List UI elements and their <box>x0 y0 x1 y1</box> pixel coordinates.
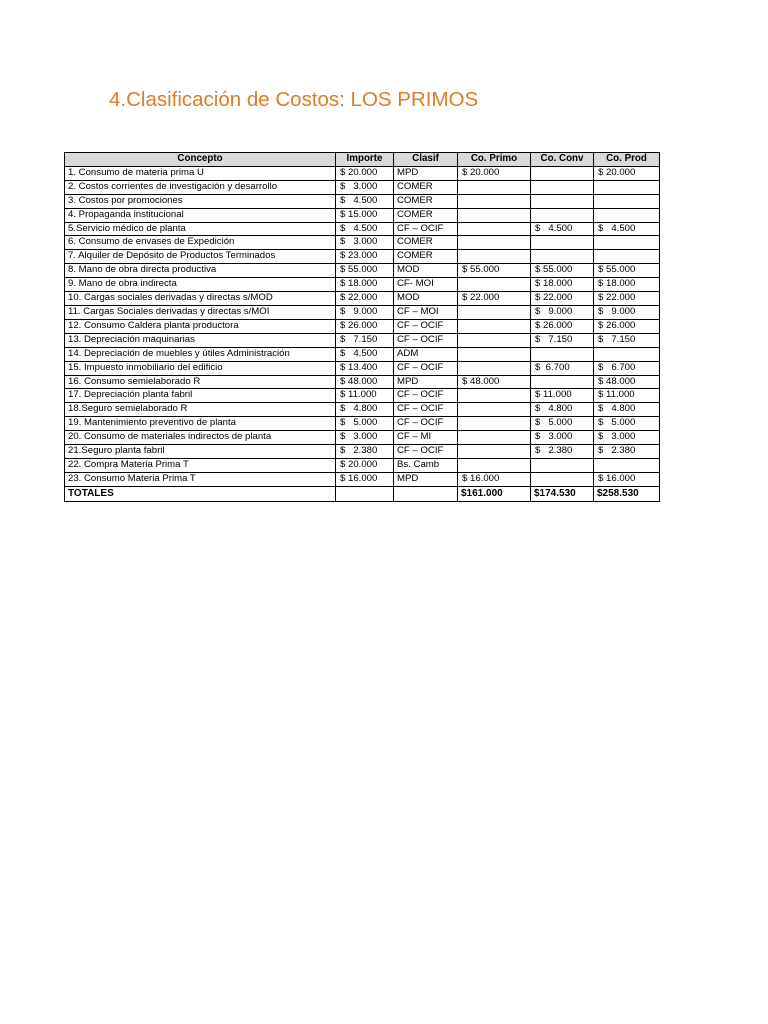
cell-co-prod: $ 11.000 <box>594 389 660 403</box>
cell-co-conv: $ 11.000 <box>531 389 594 403</box>
table-body <box>65 166 660 501</box>
cell-co-primo <box>458 278 531 292</box>
cell-co-primo <box>458 403 531 417</box>
total-co-prod: $258.530 <box>594 486 660 501</box>
cell-importe: $ 22.000 <box>336 292 394 306</box>
cell-concepto: 8. Mano de obra directa productiva <box>65 264 336 278</box>
cell-clasif: MOD <box>394 264 458 278</box>
cell-co-conv <box>531 250 594 264</box>
cell-co-prod <box>594 250 660 264</box>
header-co-conv: Co. Conv <box>531 153 594 167</box>
total-importe <box>336 486 394 501</box>
cell-clasif: CF- MOI <box>394 278 458 292</box>
cell-clasif: CF – OCIF <box>394 417 458 431</box>
cell-co-conv <box>531 208 594 222</box>
cell-concepto: 7. Alquiler de Depósito de Productos Terminados <box>65 250 336 264</box>
cell-co-prod: $ 9.000 <box>594 305 660 319</box>
cell-clasif: COMER <box>394 180 458 194</box>
cell-co-primo <box>458 236 531 250</box>
table-row <box>65 431 660 445</box>
cell-co-conv: $ 22.000 <box>531 292 594 306</box>
table-row <box>65 250 660 264</box>
cell-clasif: MPD <box>394 472 458 486</box>
cell-concepto: 20. Consumo de materiales indirectos de planta <box>65 431 336 445</box>
cell-co-conv <box>531 180 594 194</box>
cell-co-primo <box>458 431 531 445</box>
cell-co-prod <box>594 458 660 472</box>
table-row <box>65 319 660 333</box>
header-clasif: Clasif <box>394 153 458 167</box>
table-row <box>65 389 660 403</box>
total-co-primo: $161.000 <box>458 486 531 501</box>
cell-clasif: MPD <box>394 166 458 180</box>
table-row <box>65 445 660 459</box>
cell-concepto: 12. Consumo Caldera planta productora <box>65 319 336 333</box>
cell-importe: $ 20.000 <box>336 166 394 180</box>
table-row <box>65 278 660 292</box>
cell-concepto: 1. Consumo de materia prima U <box>65 166 336 180</box>
cell-concepto: 19. Mantenimiento preventivo de planta <box>65 417 336 431</box>
total-concepto: TOTALES <box>65 486 336 501</box>
table-row <box>65 208 660 222</box>
cell-co-primo <box>458 361 531 375</box>
cell-co-prod <box>594 347 660 361</box>
cell-co-prod <box>594 180 660 194</box>
cell-co-prod: $ 18.000 <box>594 278 660 292</box>
cell-co-primo: $ 48.000 <box>458 375 531 389</box>
cell-co-primo <box>458 305 531 319</box>
cell-co-conv: $ 4.500 <box>531 222 594 236</box>
table-row <box>65 305 660 319</box>
cell-importe: $ 48.000 <box>336 375 394 389</box>
table-row <box>65 180 660 194</box>
cell-importe: $ 9.000 <box>336 305 394 319</box>
cell-co-prod: $ 4.800 <box>594 403 660 417</box>
cell-clasif: CF – OCIF <box>394 333 458 347</box>
cell-concepto: 3. Costos por promociones <box>65 194 336 208</box>
cell-co-conv: $ 18.000 <box>531 278 594 292</box>
table-row <box>65 403 660 417</box>
cell-importe: $ 4.800 <box>336 403 394 417</box>
cell-co-conv: $ 5.000 <box>531 417 594 431</box>
cell-importe: $ 23.000 <box>336 250 394 264</box>
cell-concepto: 14. Depreciación de muebles y útiles Administración <box>65 347 336 361</box>
cell-co-conv <box>531 472 594 486</box>
totals-row <box>65 486 660 501</box>
table-header-row <box>65 153 660 167</box>
cell-clasif: ADM <box>394 347 458 361</box>
header-importe: Importe <box>336 153 394 167</box>
cell-co-conv: $ 55.000 <box>531 264 594 278</box>
header-co-prod: Co. Prod <box>594 153 660 167</box>
cell-importe: $ 7.150 <box>336 333 394 347</box>
cell-clasif: MPD <box>394 375 458 389</box>
table-row <box>65 222 660 236</box>
cell-co-prod <box>594 208 660 222</box>
cell-co-prod: $ 22.000 <box>594 292 660 306</box>
cell-clasif: CF – OCIF <box>394 403 458 417</box>
cell-clasif: CF – OCIF <box>394 319 458 333</box>
cell-co-conv: $ 7.150 <box>531 333 594 347</box>
cell-co-primo <box>458 389 531 403</box>
cell-importe: $ 3.000 <box>336 180 394 194</box>
cell-co-primo <box>458 445 531 459</box>
cell-co-primo <box>458 250 531 264</box>
cell-importe: $ 4.500 <box>336 222 394 236</box>
cell-concepto: 15. Impuesto inmobiliario del edificio <box>65 361 336 375</box>
cell-co-prod: $ 7.150 <box>594 333 660 347</box>
cell-clasif: CF – OCIF <box>394 389 458 403</box>
cell-concepto: 21.Seguro planta fabril <box>65 445 336 459</box>
cell-co-conv <box>531 375 594 389</box>
table-row <box>65 333 660 347</box>
cell-co-primo: $ 55.000 <box>458 264 531 278</box>
cell-clasif: COMER <box>394 208 458 222</box>
cell-clasif: CF – OCIF <box>394 222 458 236</box>
cell-clasif: MOD <box>394 292 458 306</box>
cell-importe: $ 3.000 <box>336 236 394 250</box>
cell-co-primo <box>458 417 531 431</box>
cell-concepto: 13. Depreciación maquinarias <box>65 333 336 347</box>
table-row <box>65 347 660 361</box>
cell-co-primo <box>458 222 531 236</box>
cell-importe: $ 55.000 <box>336 264 394 278</box>
cell-co-conv: $ 4.800 <box>531 403 594 417</box>
cell-concepto: 10. Cargas sociales derivadas y directas s/MOD <box>65 292 336 306</box>
cell-co-prod: $ 20.000 <box>594 166 660 180</box>
header-concepto: Concepto <box>65 153 336 167</box>
cell-importe: $ 15.000 <box>336 208 394 222</box>
cell-importe: $ 13.400 <box>336 361 394 375</box>
cell-co-primo: $ 22.000 <box>458 292 531 306</box>
page-title: 4.Clasificación de Costos: LOS PRIMOS <box>109 88 479 111</box>
cell-co-primo <box>458 458 531 472</box>
cell-clasif: CF – MI <box>394 431 458 445</box>
cell-co-prod: $ 2.380 <box>594 445 660 459</box>
cell-co-primo <box>458 180 531 194</box>
cell-concepto: 16. Consumo semielaborado R <box>65 375 336 389</box>
cell-co-prod <box>594 194 660 208</box>
cell-co-conv: $ 26.000 <box>531 319 594 333</box>
cell-co-prod <box>594 236 660 250</box>
table-row <box>65 458 660 472</box>
cell-co-prod: $ 48.000 <box>594 375 660 389</box>
cell-co-primo <box>458 208 531 222</box>
cell-co-primo: $ 16.000 <box>458 472 531 486</box>
cell-importe: $ 4.500 <box>336 347 394 361</box>
cell-co-conv <box>531 166 594 180</box>
cell-importe: $ 26.000 <box>336 319 394 333</box>
table-row <box>65 166 660 180</box>
cell-clasif: COMER <box>394 236 458 250</box>
cell-co-conv: $ 9.000 <box>531 305 594 319</box>
cell-importe: $ 18.000 <box>336 278 394 292</box>
table-row <box>65 236 660 250</box>
cell-clasif: COMER <box>394 194 458 208</box>
cell-co-conv <box>531 347 594 361</box>
cell-co-conv <box>531 194 594 208</box>
cell-co-conv: $ 2.380 <box>531 445 594 459</box>
table-row <box>65 361 660 375</box>
cell-importe: $ 11.000 <box>336 389 394 403</box>
cell-importe: $ 3.000 <box>336 431 394 445</box>
table-row <box>65 264 660 278</box>
cost-classification-table <box>64 152 660 502</box>
cell-importe: $ 2.380 <box>336 445 394 459</box>
cell-co-conv <box>531 236 594 250</box>
cell-importe: $ 4.500 <box>336 194 394 208</box>
cell-concepto: 18.Seguro semielaborado R <box>65 403 336 417</box>
cell-concepto: 4. Propaganda institucional <box>65 208 336 222</box>
table-row <box>65 375 660 389</box>
cell-co-primo <box>458 194 531 208</box>
cell-co-prod: $ 5.000 <box>594 417 660 431</box>
cell-co-conv: $ 6.700 <box>531 361 594 375</box>
cell-co-conv <box>531 458 594 472</box>
header-co-primo: Co. Primo <box>458 153 531 167</box>
total-co-conv: $174.530 <box>531 486 594 501</box>
cell-clasif: Bs. Camb <box>394 458 458 472</box>
cell-co-prod: $ 3.000 <box>594 431 660 445</box>
cell-co-conv: $ 3.000 <box>531 431 594 445</box>
cell-concepto: 22. Compra Materia Prima T <box>65 458 336 472</box>
table-row <box>65 292 660 306</box>
cell-co-primo <box>458 347 531 361</box>
table-row <box>65 194 660 208</box>
cell-importe: $ 16.000 <box>336 472 394 486</box>
cell-co-prod: $ 6.700 <box>594 361 660 375</box>
cell-clasif: CF – MOI <box>394 305 458 319</box>
cell-co-prod: $ 16.000 <box>594 472 660 486</box>
cell-clasif: CF – OCIF <box>394 445 458 459</box>
cell-co-primo <box>458 319 531 333</box>
cell-concepto: 5.Servicio médico de planta <box>65 222 336 236</box>
cell-concepto: 23. Consumo Materia Prima T <box>65 472 336 486</box>
table-row <box>65 417 660 431</box>
cell-co-prod: $ 4.500 <box>594 222 660 236</box>
cell-concepto: 17. Depreciación planta fabril <box>65 389 336 403</box>
cell-concepto: 6. Consumo de envases de Expedición <box>65 236 336 250</box>
table-row <box>65 472 660 486</box>
cell-importe: $ 5.000 <box>336 417 394 431</box>
total-clasif <box>394 486 458 501</box>
cell-co-prod: $ 55.000 <box>594 264 660 278</box>
cell-clasif: CF – OCIF <box>394 361 458 375</box>
cell-importe: $ 20.000 <box>336 458 394 472</box>
cell-co-prod: $ 26.000 <box>594 319 660 333</box>
cell-concepto: 2. Costos corrientes de investigación y desarrollo <box>65 180 336 194</box>
cell-concepto: 9. Mano de obra indirecta <box>65 278 336 292</box>
cell-concepto: 11. Cargas Sociales derivadas y directas s/MOI <box>65 305 336 319</box>
cell-co-primo: $ 20.000 <box>458 166 531 180</box>
cell-co-primo <box>458 333 531 347</box>
cell-clasif: COMER <box>394 250 458 264</box>
